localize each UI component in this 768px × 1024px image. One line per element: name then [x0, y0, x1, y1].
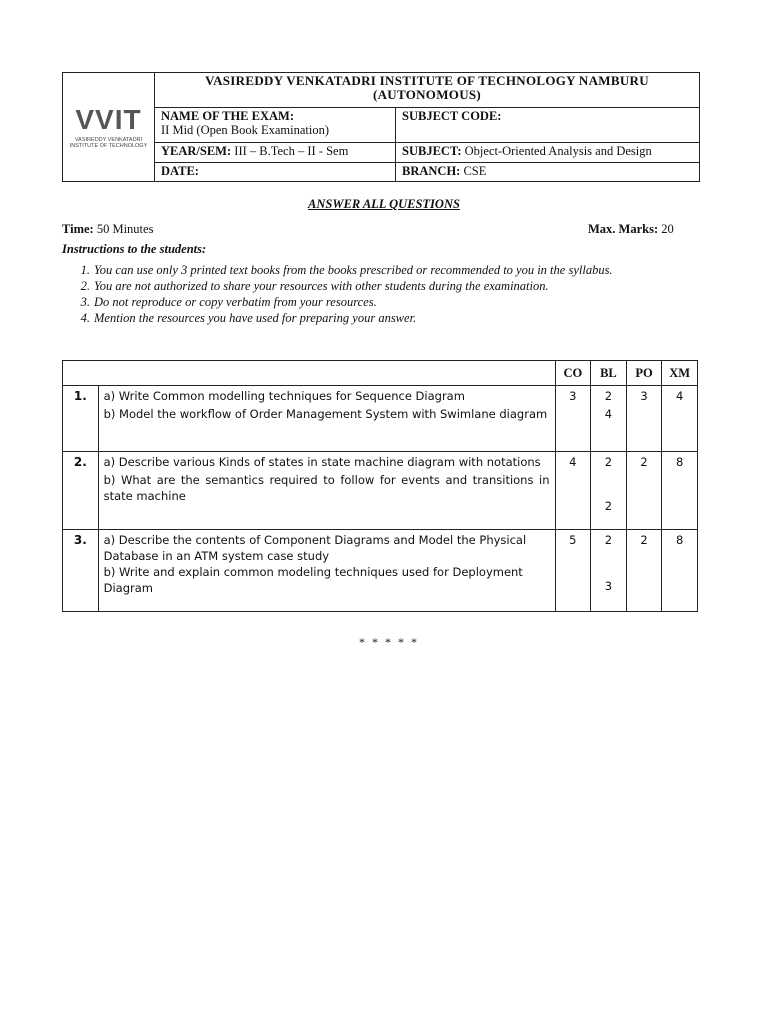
marks-value: 20 [661, 222, 674, 236]
time-label: Time: [62, 222, 94, 236]
po-value: 3 [626, 386, 662, 452]
question-number: 1. [63, 386, 99, 452]
subject-value: Object-Oriented Analysis and Design [464, 144, 652, 159]
header-blank-cell [63, 361, 556, 386]
question-text [98, 530, 555, 612]
exam-value: II Mid (Open Book Examination) [161, 123, 330, 138]
date-label: DATE: [161, 163, 199, 178]
institute-line2: (AUTONOMOUS) [372, 87, 482, 102]
logo-subtext: VASIREDDY VENKATADRI INSTITUTE OF TECHNOLOGY [69, 137, 148, 149]
institute-logo [63, 73, 154, 181]
question-number: 3. [63, 530, 99, 612]
instruction-number: 3. [80, 295, 90, 309]
time-value: 50 Minutes [96, 222, 154, 236]
exam-header-table [62, 72, 700, 182]
institute-name [155, 73, 700, 108]
header-bl: BL [591, 361, 627, 386]
bl-values [591, 386, 627, 452]
question-part-b: b) What are the semantics required to follow for events and transitions in state machine [103, 473, 550, 503]
instructions-list [62, 262, 716, 326]
time-info [62, 222, 153, 237]
instruction-number: 1. [80, 263, 90, 277]
bl-value-a: 2 [604, 533, 613, 547]
end-marker: * * * * * [359, 635, 419, 649]
instruction-item [62, 262, 716, 278]
subject-cell [396, 143, 700, 162]
question-part-b: b) Write and explain common modeling techniques used for Deployment Diagram [103, 565, 523, 595]
question-part-a: a) Describe the contents of Component Diagrams and Model the Physical Database in an ATM system case study [103, 533, 527, 563]
instruction-number: 2. [80, 279, 90, 293]
bl-values [591, 452, 627, 530]
marks-label: Max. Marks: [588, 222, 659, 236]
question-part-b: b) Model the workflow of Order Management System with Swimlane diagram [103, 407, 548, 421]
bl-value-b: 4 [604, 407, 613, 421]
co-value: 5 [555, 530, 591, 612]
instruction-number: 4. [80, 311, 90, 325]
bl-value-a: 2 [604, 389, 613, 403]
table-row [63, 452, 698, 530]
max-marks-info [588, 222, 674, 237]
po-value: 2 [626, 530, 662, 612]
table-header-row [63, 361, 698, 386]
question-number: 2. [63, 452, 99, 530]
subject-code-label: SUBJECT CODE: [402, 109, 502, 124]
instruction-text: Do not reproduce or copy verbatim from your resources. [94, 295, 377, 309]
header-xm: XM [662, 361, 698, 386]
instruction-text: You are not authorized to share your resources with other students during the examination. [94, 279, 549, 293]
instruction-text: You can use only 3 printed text books from the books prescribed or recommended to you in the syllabus. [94, 263, 613, 277]
branch-cell [396, 162, 700, 181]
table-row [63, 386, 698, 452]
page-title: ANSWER ALL QUESTIONS [308, 197, 460, 211]
logo-text: VVIT [75, 104, 142, 135]
instruction-item [62, 310, 716, 326]
year-label: YEAR/SEM: [161, 144, 232, 159]
logo-cell [63, 73, 155, 182]
branch-label: BRANCH: [402, 163, 461, 178]
instruction-item [62, 294, 716, 310]
question-text [98, 452, 555, 530]
instruction-text: Mention the resources you have used for preparing your answer. [94, 311, 417, 325]
question-part-a: a) Describe various Kinds of states in state machine diagram with notations [103, 455, 541, 469]
header-po: PO [626, 361, 662, 386]
institute-line1: VASIREDDY VENKATADRI INSTITUTE OF TECHNOLOGY NAMBURU [205, 73, 649, 88]
exam-label: NAME OF THE EXAM: [161, 109, 294, 124]
question-part-a: a) Write Common modelling techniques for Sequence Diagram [103, 389, 465, 403]
header-co: CO [555, 361, 591, 386]
subject-code-cell [396, 108, 700, 143]
year-value: III – B.Tech – II - Sem [234, 144, 349, 159]
year-sem-cell [155, 143, 396, 162]
xm-value: 8 [662, 530, 698, 612]
table-row [63, 530, 698, 612]
po-value: 2 [626, 452, 662, 530]
bl-value-b: 3 [604, 579, 613, 593]
bl-values [591, 530, 627, 612]
bl-value-b: 2 [604, 499, 613, 513]
co-value: 3 [555, 386, 591, 452]
branch-value: CSE [463, 163, 487, 178]
co-value: 4 [555, 452, 591, 530]
bl-value-a: 2 [604, 455, 613, 469]
xm-value: 4 [662, 386, 698, 452]
exam-name-cell [155, 108, 396, 143]
subject-label: SUBJECT: [402, 144, 462, 159]
date-cell [155, 162, 396, 181]
instruction-item [62, 278, 716, 294]
question-text [98, 386, 555, 452]
questions-table [62, 360, 698, 612]
xm-value: 8 [662, 452, 698, 530]
instructions-heading: Instructions to the students: [62, 242, 207, 256]
